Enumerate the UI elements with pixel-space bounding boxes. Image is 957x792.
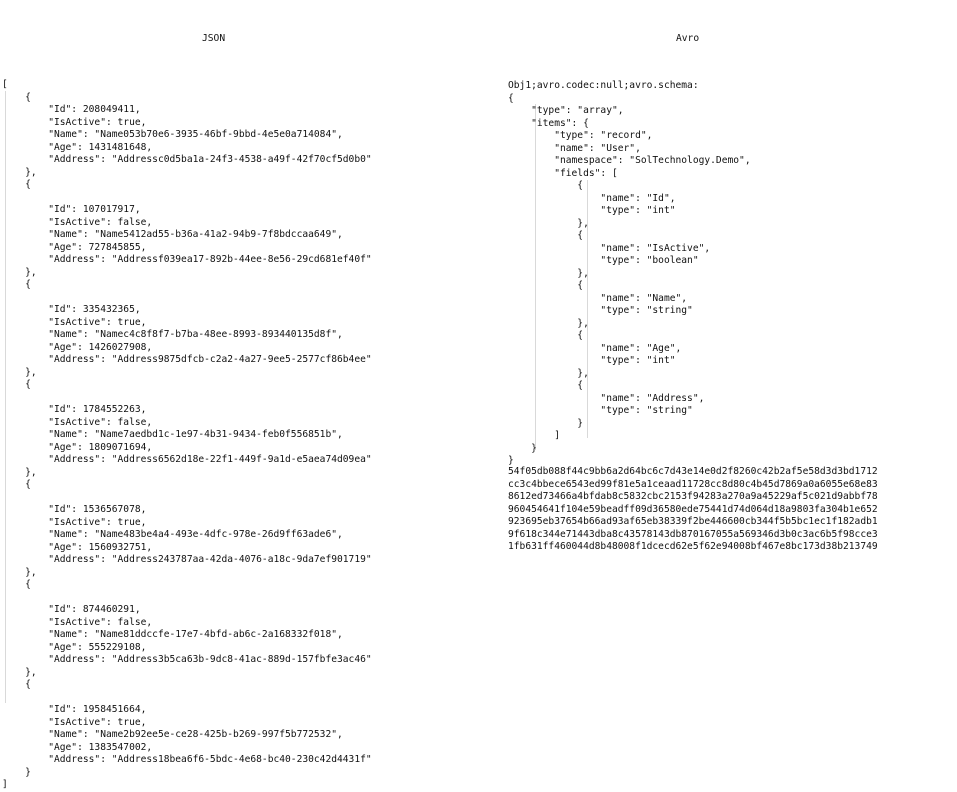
json-code-line: "Age": 1431481648, [2,141,153,153]
avro-hex-line: 9f618c344e71443dba8c43578143db870167055a569346d3b0c3ac6b5f98cce3 [508,528,878,540]
avro-schema-line: } [508,455,514,466]
avro-schema-line: "name": "IsActive", [508,242,711,254]
json-code-line: "Address": "Address243787aa-42da-4076-a18c-9da7ef901719" [2,554,372,565]
avro-schema-line: "fields": [ [508,167,618,179]
json-code-line: "Id": 1958451664, [2,704,147,715]
json-code-line: "Id": 107017917, [2,204,141,215]
avro-schema-line: "type": "record", [508,130,653,141]
json-code-line: "Age": 727845855, [2,241,147,253]
json-code-line [2,492,372,505]
json-code-line: "Id": 874460291, [2,604,141,615]
avro-schema-line: "name": "Age", [508,342,682,354]
avro-schema-line: "name": "Name", [508,292,688,304]
json-code-line: "Id": 335432365, [2,304,141,315]
avro-schema-line: "type": "int" [508,205,676,216]
json-code-line: "Name": "Name5412ad55-b36a-41a2-94b9-7f8bdccaa649", [2,229,343,240]
avro-binary-payload [508,466,878,554]
avro-schema-line: "type": "string" [508,405,693,416]
json-code-line [2,192,372,205]
json-code-line [2,592,372,605]
json-code-line: } [2,766,31,778]
avro-schema-line: "name": "Id", [508,192,676,204]
json-code-line: "Age": 1383547002, [2,741,153,753]
avro-schema-line: }, [508,267,589,279]
json-code-line: "Id": 1536567078, [2,504,147,515]
avro-schema-line: { [508,380,584,391]
avro-schema-line: { [508,92,514,104]
json-code-line: "Address": "Address18bea6f6-5bdc-4e68-bc40-230c42d4431f" [2,754,372,765]
avro-hex-line: 1fb631ff460044d8b48008f1dcecd62e5f62e94008bf467e8bc173d38b213749 [508,541,878,552]
json-code-line: }, [2,566,37,578]
json-code-block [2,79,372,792]
json-code-line: "Address": "Addressf039ea17-892b-44ee-8e56-29cd681ef40f" [2,254,372,265]
avro-schema-line: { [508,180,584,191]
json-code-line: "Address": "Address9875dfcb-c2a2-4a27-9ee5-2577cf86b4ee" [2,354,372,365]
avro-hex-line: 54f05db088f44c9bb6a2d64bc6c7d43e14e0d2f8260c42b2af5e58d3d3bd1712 [508,466,878,477]
json-code-line [2,392,372,405]
json-code-line: { [2,279,31,290]
avro-schema-line: }, [508,317,589,329]
json-code-line [2,292,372,305]
json-code-line: }, [2,366,37,378]
json-code-line: { [2,579,31,590]
avro-schema-line: Obj1;avro.codec:null;avro.schema: [508,80,699,91]
avro-schema-line: { [508,230,584,241]
json-code-line: "Name": "Name483be4a4-493e-4dfc-978e-26d9ff63ade6", [2,529,343,540]
json-code-line: "IsActive": true, [2,116,147,128]
avro-schema-line: ] [508,430,560,441]
avro-schema-line: "type": "int" [508,355,676,366]
json-code-line: }, [2,466,37,478]
json-code-line: "Name": "Name053b70e6-3935-46bf-9bbd-4e5e0a714084", [2,129,343,140]
json-code-line: "Name": "Name7aedbd1c-1e97-4b31-9434-feb0f556851b", [2,429,343,440]
json-code-line: [ [2,79,8,90]
avro-hex-line: cc3c4bbece6543ed99f81e5a1ceaad11728cc8d80c4b45d7869a0a6055e68e83 [508,478,878,490]
json-code-line: "IsActive": true, [2,716,147,728]
avro-schema-block [508,80,751,468]
json-code-line: "Age": 1426027908, [2,341,153,353]
json-code-line: { [2,179,31,190]
avro-schema-line: } [508,442,537,454]
json-code-line: }, [2,666,37,678]
json-code-line: { [2,379,31,390]
json-code-line: "Address": "Address6562d18e-22f1-449f-9a1d-e5aea74d09ea" [2,454,372,465]
json-code-line: "Age": 555229108, [2,641,147,653]
avro-schema-line: { [508,330,584,341]
avro-schema-line: "type": "boolean" [508,255,699,266]
avro-hex-line: 8612ed73466a4bfdab8c5832cbc2153f94283a270a9a45229af5c021d9abbf78 [508,491,878,502]
avro-schema-line: "type": "array", [508,105,624,116]
json-code-line: { [2,679,31,690]
json-code-line: "IsActive": false, [2,416,153,428]
avro-column-title: Avro [676,33,700,44]
json-code-line: "Address": "Addressc0d5ba1a-24f3-4538-a49f-42f70cf5d0b0" [2,154,372,165]
avro-schema-line: "name": "Address", [508,392,705,404]
avro-hex-line: 960454641f104e59beadff09d36580ede75441d74d064d18a9803fa304b1e652 [508,503,878,515]
json-code-line: }, [2,266,37,278]
avro-hex-line: 923695eb37654b66ad93af65eb38339f2be446600cb344f5b5bc1ec1f182adb1 [508,516,878,527]
json-code-line: "Age": 1560932751, [2,541,153,553]
json-column-title: JSON [202,33,226,44]
json-code-line: ] [2,779,8,790]
json-code-line: "IsActive": false, [2,616,153,628]
json-code-line: "IsActive": false, [2,216,153,228]
json-code-line: }, [2,166,37,178]
json-code-line: "Address": "Address3b5ca63b-9dc8-41ac-889d-157fbfe3ac46" [2,654,372,665]
json-code-line: "Id": 208049411, [2,104,141,115]
json-code-line: "Name": "Namec4c8f8f7-b7ba-48ee-8993-893440135d8f", [2,329,343,340]
avro-schema-line: "namespace": "SolTechnology.Demo", [508,155,751,166]
avro-schema-line: "items": { [508,117,589,129]
json-code-line: "Id": 1784552263, [2,404,147,415]
avro-schema-line: "type": "string" [508,305,693,316]
avro-schema-line: }, [508,217,589,229]
json-code-line: "Age": 1809071694, [2,441,153,453]
avro-schema-line: "name": "User", [508,142,641,154]
json-code-line: "Name": "Name81ddccfe-17e7-4bfd-ab6c-2a168332f018", [2,629,343,640]
avro-schema-line: { [508,280,584,291]
avro-schema-line: } [508,417,584,429]
json-code-line: "IsActive": true, [2,516,147,528]
json-code-line: "IsActive": true, [2,316,147,328]
json-code-line: { [2,91,31,103]
json-code-line: "Name": "Name2b92ee5e-ce28-425b-b269-997f5b772532", [2,729,343,740]
json-code-line: { [2,479,31,490]
json-code-line [2,692,372,705]
avro-schema-line: }, [508,367,589,379]
